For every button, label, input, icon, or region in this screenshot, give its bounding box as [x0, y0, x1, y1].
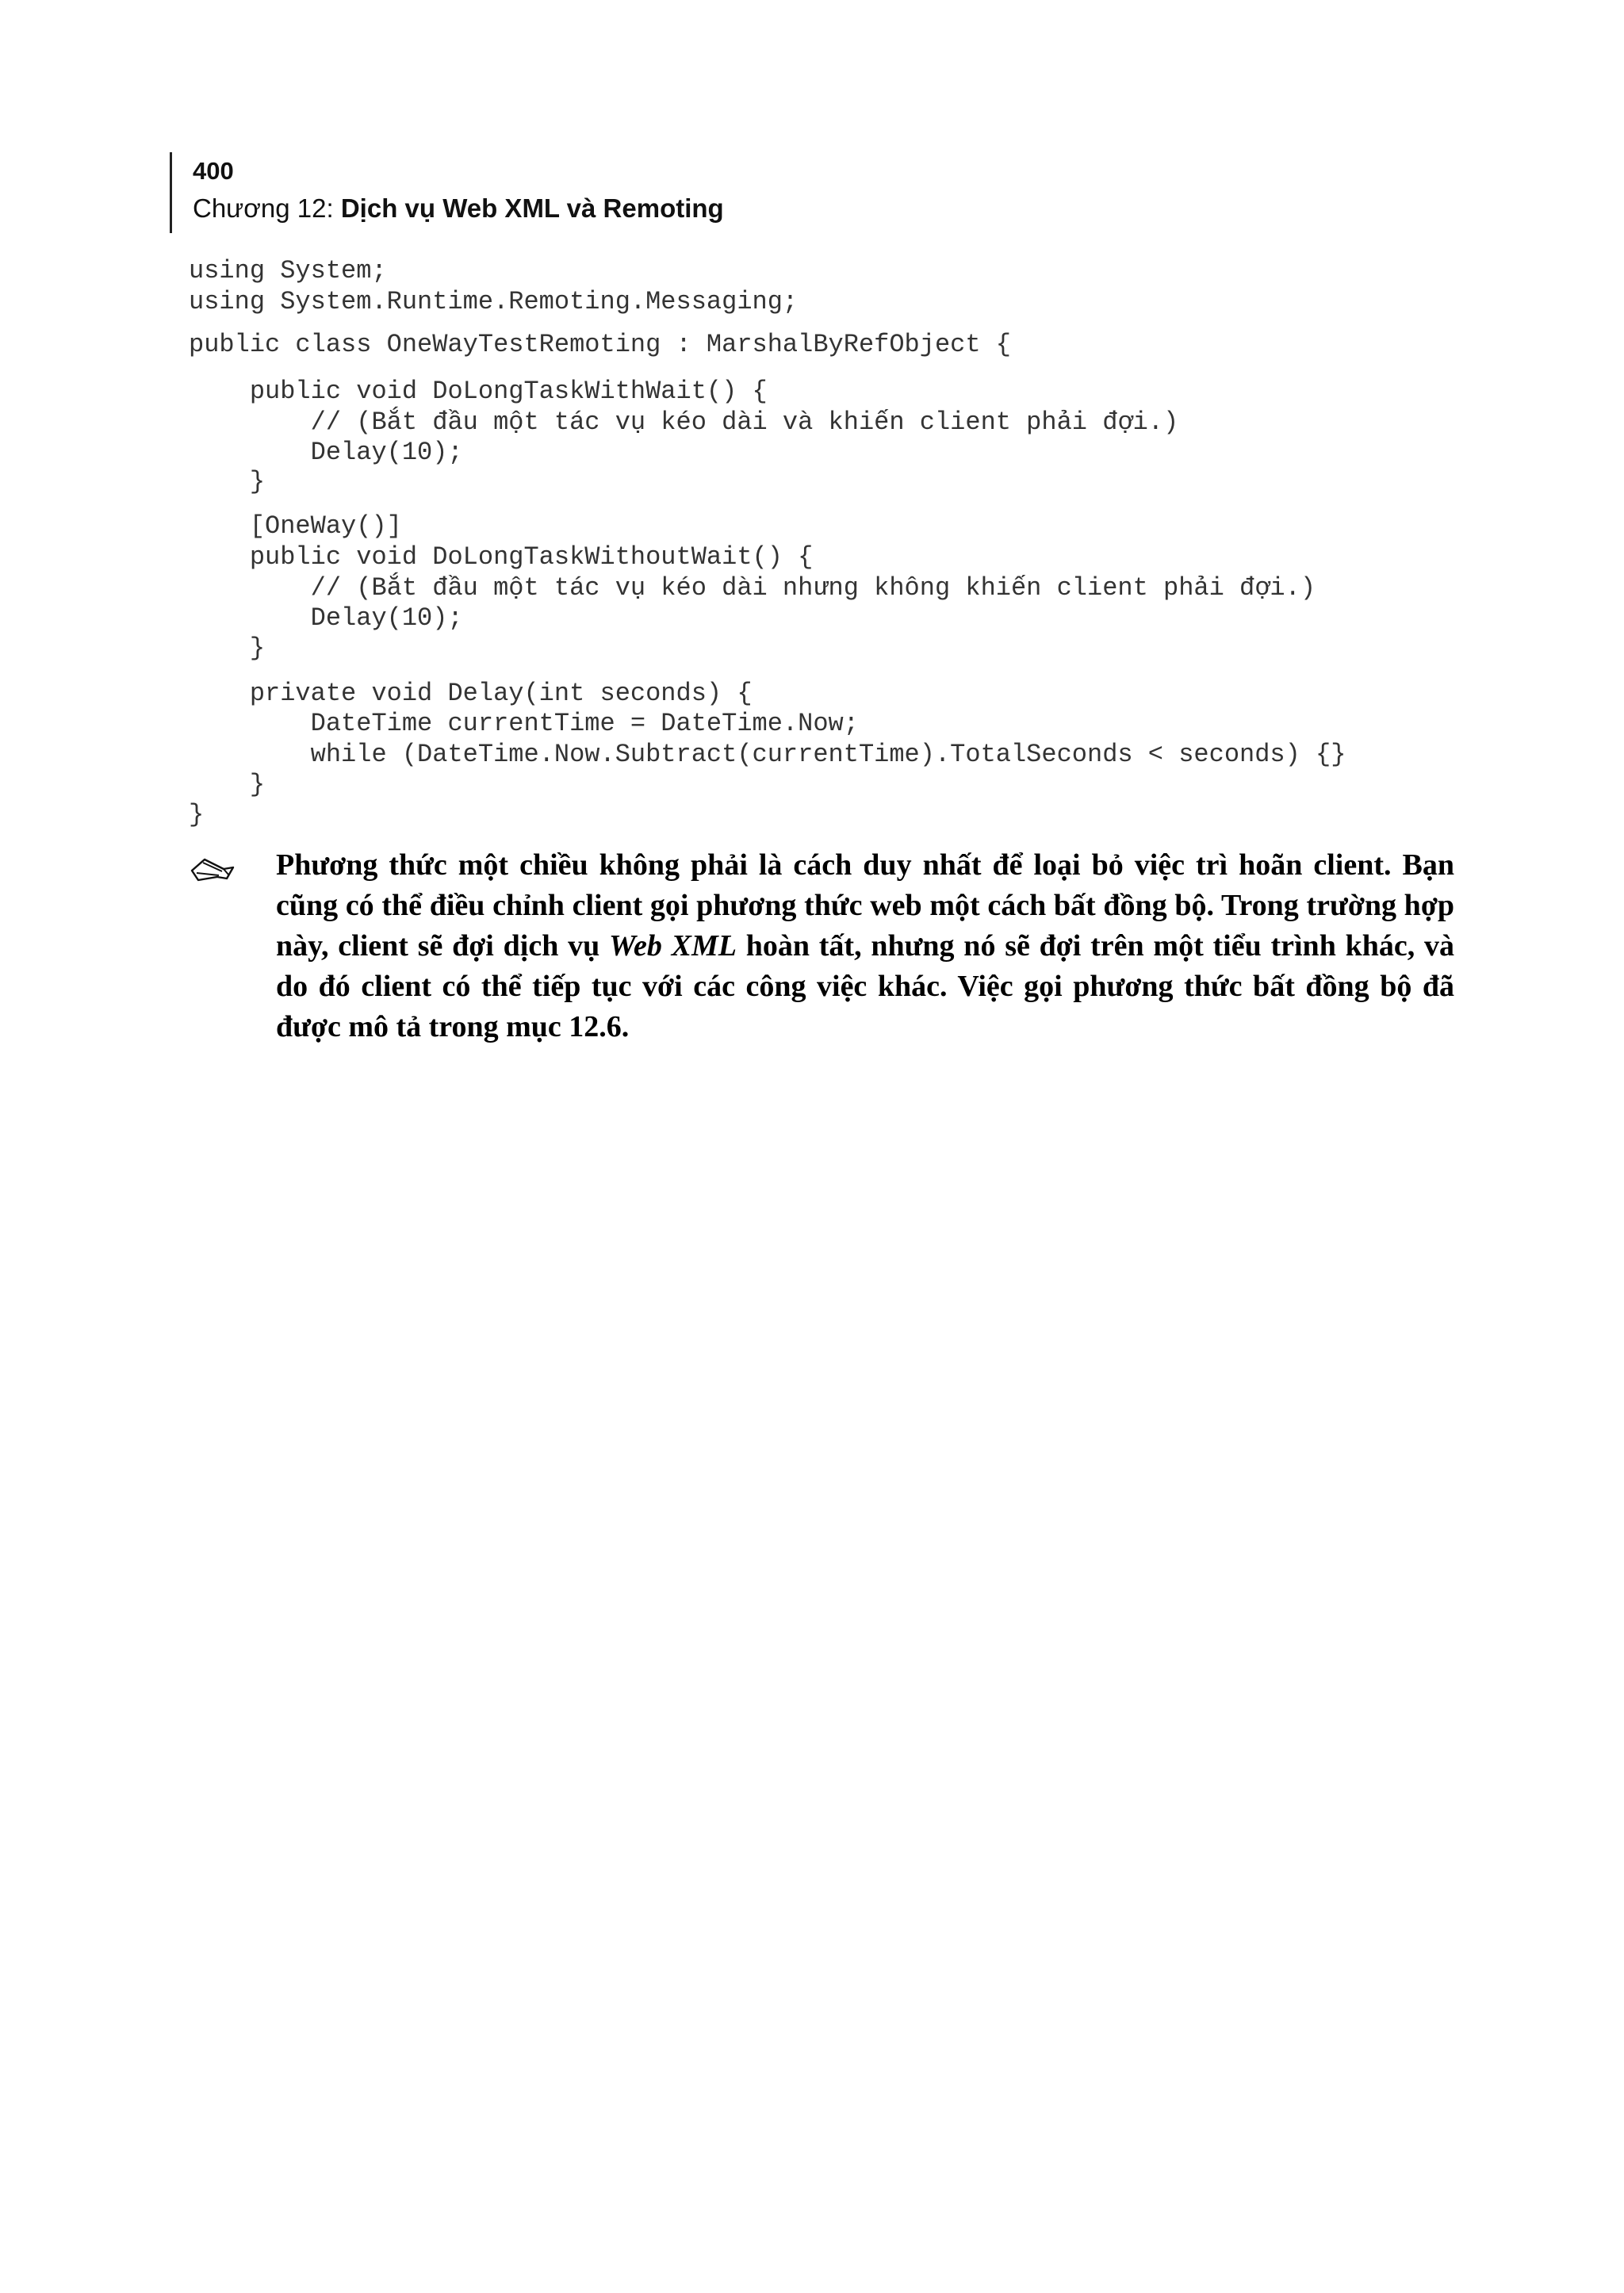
code-line: Delay(10);: [189, 603, 463, 633]
pencil-note-icon: [189, 853, 236, 885]
code-line: private void Delay(int seconds) {: [189, 679, 753, 708]
code-line: Delay(10);: [189, 438, 463, 467]
code-line: // (Bắt đầu một tác vụ kéo dài và khiến client phải đợi.): [189, 408, 1179, 437]
chapter-prefix: Chương 12:: [193, 193, 341, 223]
note-text-before: Phương thức một chiều không phải là cách duy nhất để loại bỏ việc trì hoãn client. Bạn cũng có thể điều chỉnh client gọi phương thức web một cách bất đồng bộ. Trong trường hợp này, client sẽ đợi dịch vụ: [276, 848, 1454, 963]
note-text-after: hoàn tất, nhưng nó sẽ đợi trên một tiểu trình khác, và do đó client có thể tiếp tục với các công việc khác. Việc gọi phương thức bất đồng bộ đã được mô tả trong mục 12.6.: [276, 929, 1454, 1043]
note-text-emphasis: Web XML: [609, 929, 737, 963]
code-line: }: [189, 467, 266, 496]
code-line: using System.Runtime.Remoting.Messaging;: [189, 287, 799, 316]
code-line: public void DoLongTaskWithWait() {: [189, 377, 768, 406]
code-line: DateTime currentTime = DateTime.Now;: [189, 709, 859, 738]
code-line: public void DoLongTaskWithoutWait() {: [189, 542, 814, 572]
page-header: [170, 152, 724, 233]
code-line: [OneWay()]: [189, 511, 402, 541]
code-listing: [189, 255, 1426, 829]
code-line: }: [189, 800, 205, 829]
code-line: public class OneWayTestRemoting : MarshalByRefObject {: [189, 330, 1011, 359]
page-number: 400: [193, 157, 234, 185]
code-line: }: [189, 634, 266, 663]
chapter-name: Dịch vụ Web XML và Remoting: [340, 193, 724, 223]
code-line: // (Bắt đầu một tác vụ kéo dài nhưng không khiến client phải đợi.): [189, 573, 1316, 603]
chapter-title: [193, 193, 724, 224]
code-line: using System;: [189, 256, 387, 285]
note-text: [276, 845, 1454, 1047]
code-line: while (DateTime.Now.Subtract(currentTime).TotalSeconds < seconds) {}: [189, 740, 1346, 769]
code-line: }: [189, 770, 266, 799]
